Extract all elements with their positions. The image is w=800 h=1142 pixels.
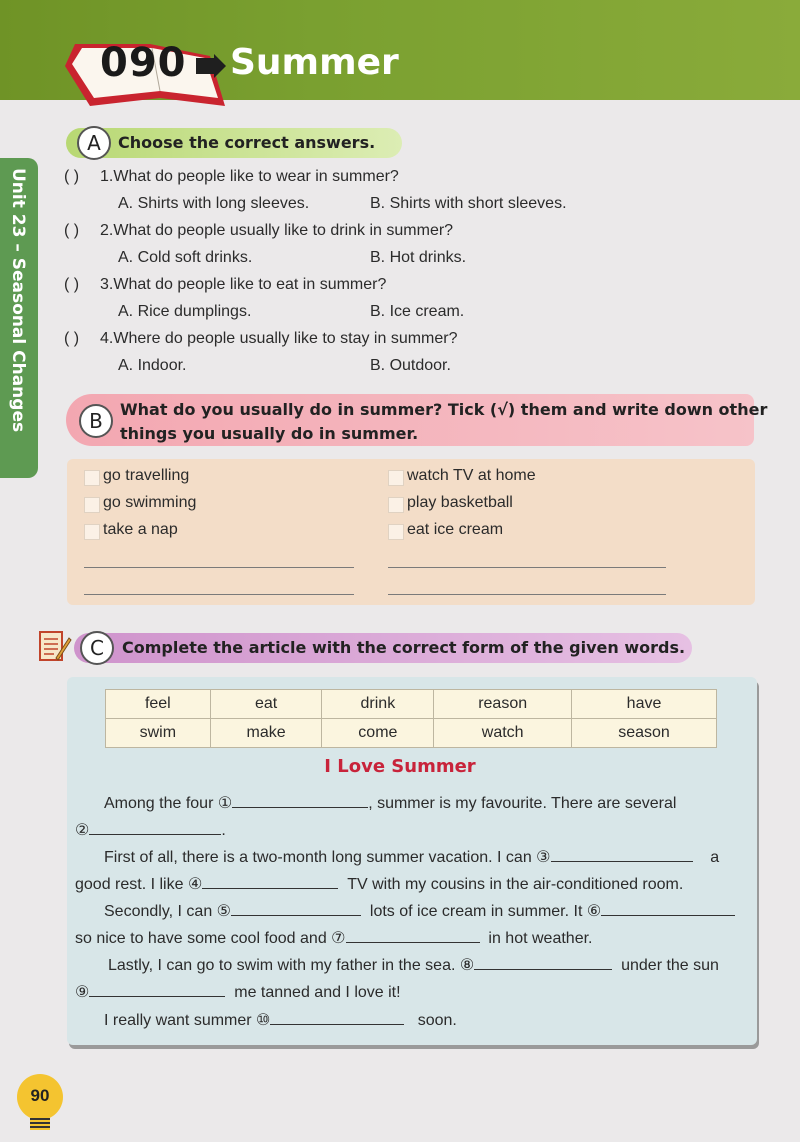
text: TV with my cousins in the air-conditioned room. <box>347 876 684 893</box>
write-line[interactable] <box>388 594 666 595</box>
lesson-number: 090 <box>100 40 187 86</box>
text: Among the four ① <box>104 795 233 812</box>
q3-option-b: B. Ice cream. <box>370 303 465 320</box>
text: good rest. I like ④ <box>75 876 203 893</box>
write-line[interactable] <box>84 594 354 595</box>
q1-option-a: A. Shirts with long sleeves. <box>118 195 310 212</box>
lesson-title: Summer <box>230 42 399 83</box>
blank-4[interactable] <box>202 874 338 889</box>
word-cell: reason <box>434 690 572 719</box>
option-take-a-nap: take a nap <box>103 521 178 538</box>
word-cell: eat <box>210 690 322 719</box>
article-line-1 <box>104 793 676 813</box>
word-cell: feel <box>106 690 211 719</box>
q2-text: 2.What do people usually like to drink in summer? <box>100 222 454 239</box>
text: me tanned and I love it! <box>234 984 401 1001</box>
text: , summer is my favourite. There are several <box>368 795 677 812</box>
checkbox-watch-tv[interactable] <box>388 470 404 486</box>
section-b-letter: B <box>79 404 113 438</box>
text: Lastly, I can go to swim with my father in the sea. ⑧ <box>108 957 475 974</box>
text: lots of ice cream in summer. It ⑥ <box>369 903 602 920</box>
q2-option-b: B. Hot drinks. <box>370 249 467 266</box>
blank-1[interactable] <box>232 793 368 808</box>
blank-5[interactable] <box>231 901 361 916</box>
article-line-5 <box>104 901 735 921</box>
text: First of all, there is a two-month long summer vacation. I can ③ <box>104 849 551 866</box>
section-b-instruction-line1: What do you usually do in summer? Tick (√) them and write down other <box>120 400 768 419</box>
text: ② <box>75 822 90 839</box>
blank-7[interactable] <box>346 928 480 943</box>
q2-paren[interactable]: ( ) <box>64 222 80 239</box>
notebook-pencil-icon <box>38 628 72 664</box>
q3-paren[interactable]: ( ) <box>64 276 80 293</box>
blank-8[interactable] <box>474 955 612 970</box>
blank-10[interactable] <box>270 1010 404 1025</box>
article-line-9 <box>104 1010 457 1030</box>
page-number: 90 <box>17 1074 63 1120</box>
article-line-3 <box>104 847 719 867</box>
text: under the sun <box>621 957 719 974</box>
option-play-basketball: play basketball <box>407 494 513 511</box>
article-title: I Love Summer <box>324 756 476 777</box>
text: in hot weather. <box>488 930 593 947</box>
q3-option-a: A. Rice dumplings. <box>118 303 252 320</box>
checkbox-go-swimming[interactable] <box>84 497 100 513</box>
section-a-letter: A <box>77 126 111 160</box>
option-go-swimming: go swimming <box>103 494 197 511</box>
word-cell: season <box>572 719 717 748</box>
blank-6[interactable] <box>601 901 735 916</box>
word-cell: come <box>322 719 434 748</box>
article-line-2 <box>75 820 226 840</box>
word-bank-row <box>106 719 717 748</box>
q4-text: 4.Where do people usually like to stay in summer? <box>100 330 458 347</box>
word-cell: make <box>210 719 322 748</box>
word-bank-table <box>105 689 717 748</box>
article-line-7 <box>108 955 719 975</box>
arrow-icon <box>196 54 226 78</box>
text: Secondly, I can ⑤ <box>104 903 231 920</box>
q4-option-a: A. Indoor. <box>118 357 187 374</box>
section-c-letter: C <box>80 631 114 665</box>
blank-3[interactable] <box>551 847 693 862</box>
text: ⑨ <box>75 984 90 1001</box>
word-cell: watch <box>434 719 572 748</box>
checkbox-eat-ice-cream[interactable] <box>388 524 404 540</box>
text: soon. <box>417 1012 457 1029</box>
text: . <box>221 822 226 839</box>
article-line-6 <box>75 928 592 948</box>
article-line-4 <box>75 874 683 894</box>
unit-side-tab <box>0 158 38 478</box>
word-cell: drink <box>322 690 434 719</box>
write-line[interactable] <box>388 567 666 568</box>
q1-option-b: B. Shirts with short sleeves. <box>370 195 567 212</box>
q1-text: 1.What do people like to wear in summer? <box>100 168 399 185</box>
checkbox-go-travelling[interactable] <box>84 470 100 486</box>
word-bank-row <box>106 690 717 719</box>
section-a-instruction: Choose the correct answers. <box>118 133 376 152</box>
option-watch-tv: watch TV at home <box>407 467 536 484</box>
q1-paren[interactable]: ( ) <box>64 168 80 185</box>
option-go-travelling: go travelling <box>103 467 190 484</box>
checkbox-play-basketball[interactable] <box>388 497 404 513</box>
section-c-instruction: Complete the article with the correct form of the given words. <box>122 638 686 657</box>
text: so nice to have some cool food and ⑦ <box>75 930 346 947</box>
write-line[interactable] <box>84 567 354 568</box>
q3-text: 3.What do people like to eat in summer? <box>100 276 387 293</box>
unit-side-tab-label: Unit 23 – Seasonal Changes <box>8 168 28 433</box>
q4-option-b: B. Outdoor. <box>370 357 451 374</box>
option-eat-ice-cream: eat ice cream <box>407 521 504 538</box>
word-cell: swim <box>106 719 211 748</box>
section-b-instruction-line2: things you usually do in summer. <box>120 424 419 443</box>
text: a <box>710 849 720 866</box>
lightbulb-icon <box>30 1118 50 1130</box>
blank-2[interactable] <box>89 820 221 835</box>
word-cell: have <box>572 690 717 719</box>
q2-option-a: A. Cold soft drinks. <box>118 249 253 266</box>
article-line-8 <box>75 982 401 1002</box>
text: I really want summer ⑩ <box>104 1012 271 1029</box>
checkbox-take-a-nap[interactable] <box>84 524 100 540</box>
q4-paren[interactable]: ( ) <box>64 330 80 347</box>
blank-9[interactable] <box>89 982 225 997</box>
